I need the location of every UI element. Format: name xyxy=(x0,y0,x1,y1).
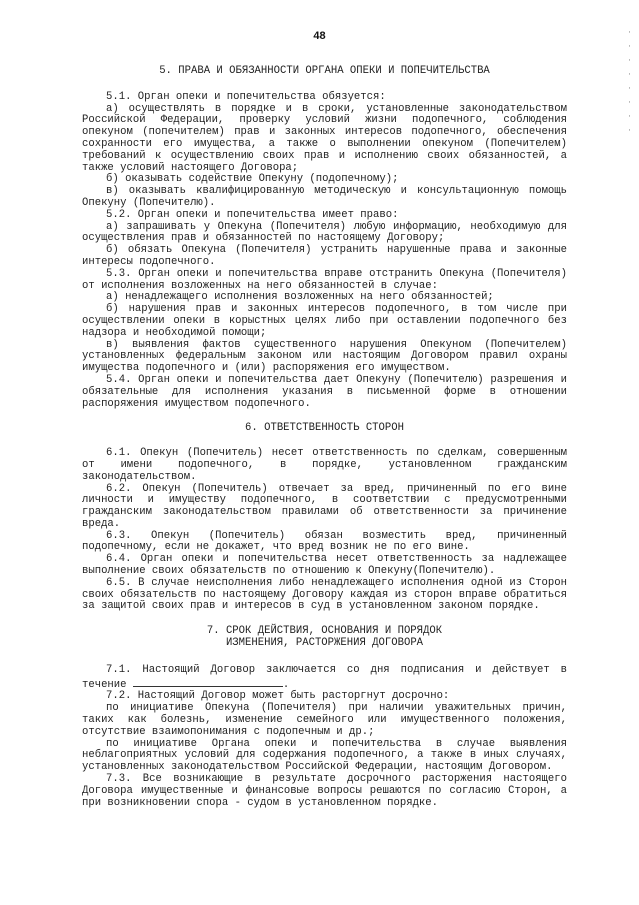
section-6-body xyxy=(82,448,567,613)
section-7-heading-line1: 7. СРОК ДЕЙСТВИЯ, ОСНОВАНИЯ И ПОРЯДОК xyxy=(206,625,443,638)
paragraph: в) выявления фактов существенного нарушения Опекуном (Попечителем) установленных федеральным законом или настоящим Договором правил охраны имущества подопечного и (или) распоряжения его имуществом. xyxy=(82,338,567,375)
paragraph-7-1-end: . xyxy=(282,678,290,691)
paragraph: по инициативе Органа опеки и попечительства в случае выявления неблагоприятных условий для содержания подопечного, а также в иных случаях, установленных законодательством Российской Федерации, настоящим Договором. xyxy=(82,737,567,774)
paragraph: 5.3. Орган опеки и попечительства вправе отстранить Опекуна (Попечителя) от исполнения возложенных на него обязанностей в случае: xyxy=(82,267,567,292)
paragraph: 6.5. В случае неисполнения либо ненадлежащего исполнения одной из Сторон своих обязательств по настоящему Договору каждая из сторон вправе обратиться за защитой своих прав и интересов в суд в установленном законом порядке. xyxy=(82,576,567,613)
page-number: 48 xyxy=(313,30,326,42)
section-7-body xyxy=(82,665,567,810)
paragraph: 5.1. Орган опеки и попечительства обязуется: xyxy=(106,90,386,103)
scan-margin-marks: · · · · · · · · xyxy=(628,28,631,136)
section-6-heading: 6. ОТВЕТСТВЕННОСТЬ СТОРОН xyxy=(245,422,404,435)
section-7-heading-line2: ИЗМЕНЕНИЯ, РАСТОРЖЕНИЯ ДОГОВОРА xyxy=(225,637,424,650)
paragraph: а) осуществлять в порядке и в сроки, установленные законодательством Российской Федерации, проверку условий жизни подопечного, соблюдения опекуном (попечителем) прав и законных интересов подопечного, обеспечения сохранности его имущества, а также о выполнении опекуном (Попечителем) требований к осуществлению своих прав и исполнению своих обязанностей, а также условий настоящего Договора; xyxy=(82,102,567,174)
paragraph-7-1 xyxy=(82,665,567,692)
paragraph: 5.4. Орган опеки и попечительства дает Опекуну (Попечителю) разрешения и обязательные для исполнения указания в письменной форме в отношении распоряжения имуществом подопечного. xyxy=(82,373,567,410)
paragraph: б) оказывать содействие Опекуну (подопечному); xyxy=(106,173,399,186)
paragraph: 6.3. Опекун (Попечитель) обязан возместить вред, причиненный подопечному, если не докажет, что вред возник не по его вине. xyxy=(82,529,567,554)
paragraph: 6.2. Опекун (Попечитель) отвечает за вред, причиненный по его вине личности и имуществу подопечного, в соответствии с предусмотренными гражданским законодательством правилами об ответственности за причинение вреда. xyxy=(82,482,567,530)
section-5-heading: 5. ПРАВА И ОБЯЗАННОСТИ ОРГАНА ОПЕКИ И ПОПЕЧИТЕЛЬСТВА xyxy=(159,65,490,77)
paragraph: 6.4. Орган опеки и попечительства несет ответственность за надлежащее выполнение своих обязательств по отношению к Опекуну(Попечителю). xyxy=(82,553,567,578)
paragraph: по инициативе Опекуна (Попечителя) при наличии уважительных причин, таких как болезнь, изменение семейного или имущественного положения, отсутствие взаимопонимания с подопечным и др.; xyxy=(82,702,567,738)
paragraph: 7.2. Настоящий Договор может быть расторгнут досрочно: xyxy=(106,690,450,703)
paragraph: б) обязать Опекуна (Попечителя) устранить нарушенные права и законные интересы подопечного. xyxy=(82,244,567,268)
paragraph: а) запрашивать у Опекуна (Попечителя) любую информацию, необходимую для осуществления прав и обязанностей по настоящему Договору; xyxy=(82,220,567,245)
paragraph: б) нарушения прав и законных интересов подопечного, в том числе при осуществлении опеки в корыстных целях либо при оставлении подопечного без надзора и необходимой помощи; xyxy=(82,303,567,339)
paragraph: 6.1. Опекун (Попечитель) несет ответственность по сделкам, совершенным от имени подопечного, в порядке, установленном гражданским законодательством. xyxy=(82,447,567,483)
document-body xyxy=(82,66,567,809)
section-7-heading xyxy=(82,626,567,650)
term-blank-line xyxy=(133,677,283,687)
paragraph: а) ненадлежащего исполнения возложенных на него обязанностей; xyxy=(106,291,494,304)
paragraph: 7.3. Все возникающие в результате досрочного расторжения настоящего Договора имущественные и финансовые вопросы решаются по согласию Сторон, а при возникновении спора - судом в установленном порядке. xyxy=(82,773,567,809)
paragraph: 5.2. Орган опеки и попечительства имеет право: xyxy=(106,208,399,221)
paragraph-7-1-text: 7.1. Настоящий Договор заключается со дня подписания и действует в течение xyxy=(82,663,567,691)
paragraph: в) оказывать квалифицированную методическую и консультационную помощь Опекуну (Попечителю). xyxy=(82,185,567,209)
section-5-body xyxy=(82,92,567,411)
